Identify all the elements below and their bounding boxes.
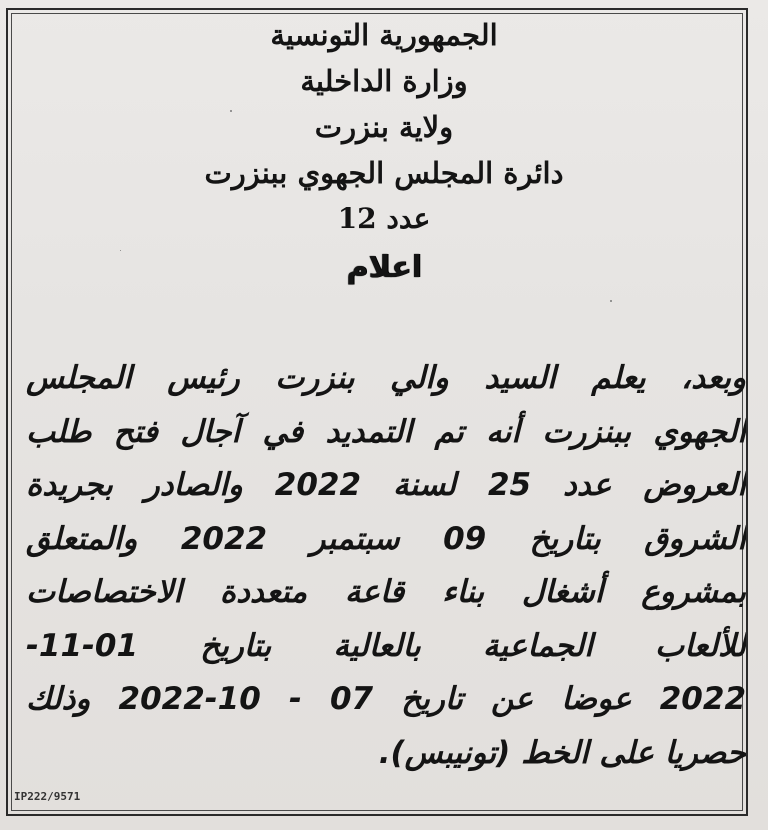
body-line: الشروق بتاريخ 09 سبتمبر 2022 والمتعلق bbox=[26, 520, 746, 557]
notice-header bbox=[0, 12, 768, 294]
print-speck bbox=[610, 300, 612, 302]
body-line: 2022 عوضا عن تاريخ 07 - 10-2022 وذلك bbox=[26, 681, 746, 717]
print-speck bbox=[120, 250, 121, 251]
reference-code: IP222/9571 bbox=[14, 790, 81, 803]
body-line: العروض عدد 25 لسنة 2022 والصادر بجريدة bbox=[26, 467, 746, 503]
body-line: حصريا على الخط (تونيبس). bbox=[378, 734, 746, 771]
ministry-name: وزارة الداخلية bbox=[300, 64, 468, 98]
country-name: الجمهورية التونسية bbox=[270, 18, 498, 52]
body-line: بمشروع أشغال بناء قاعة متعددة الاختصاصات bbox=[26, 574, 746, 610]
body-line: للألعاب الجماعية بالعالية بتاريخ 01-11- bbox=[26, 627, 746, 664]
department-name: دائرة المجلس الجهوي ببنزرت bbox=[204, 156, 564, 190]
notice-number: عدد 12 bbox=[337, 202, 431, 235]
notice-title: اعلام bbox=[346, 250, 422, 285]
body-line: وبعد، يعلم السيد والي بنزرت رئيس المجلس bbox=[26, 360, 746, 396]
body-line: الجهوي ببنزرت أنه تم التمديد في آجال فتح طلب bbox=[26, 413, 746, 450]
print-speck bbox=[230, 110, 232, 112]
governorate-name: ولاية بنزرت bbox=[314, 110, 454, 144]
notice-body bbox=[26, 352, 746, 780]
